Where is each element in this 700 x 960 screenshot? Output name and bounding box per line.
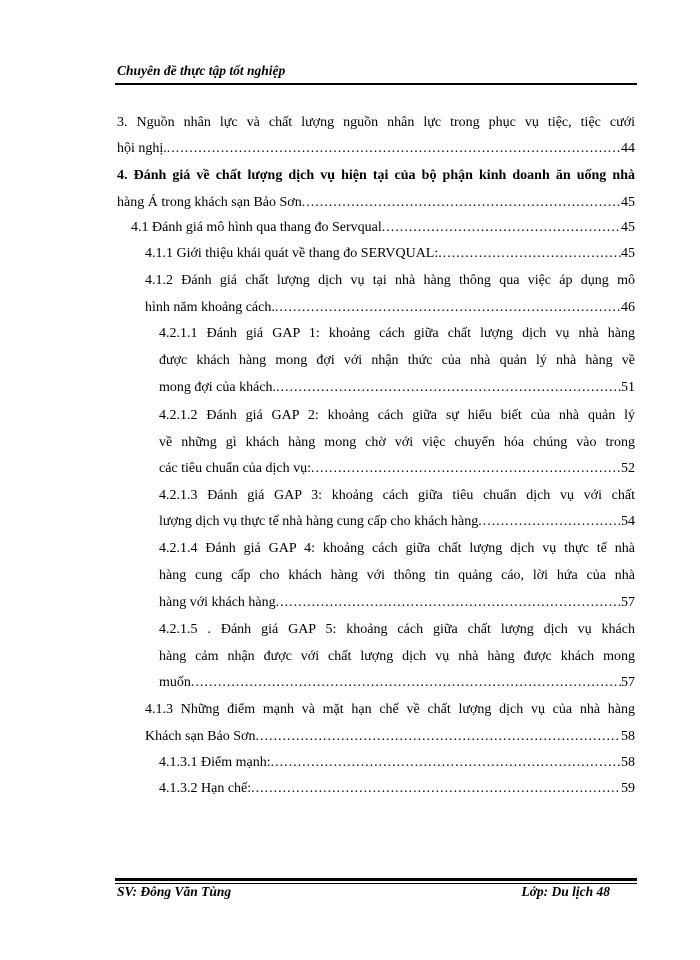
toc-page-number: 45 (621, 195, 635, 210)
toc-entry-4-2-1-5-line-2: hàng cảm nhận được với chất lượng dịch vụ nhà hàng được khách mong (159, 649, 635, 664)
toc-entry-4-2-1-5-line-1: 4.2.1.5 . Đánh giá GAP 5: khoảng cách giữa chất lượng dịch vụ khách (159, 622, 635, 637)
toc-page-number: 44 (621, 141, 635, 156)
toc-entry-4-1-2-line-2: hình năm khoảng cách. ..... 46 (145, 295, 635, 321)
toc-entry-4-2-1-2-line-3: các tiêu chuẩn của dịch vụ: ..... 52 (159, 456, 635, 482)
toc-entry-3-line-2: hội nghị. ..... 44 (117, 136, 635, 162)
toc-page-number: 52 (621, 461, 635, 476)
toc-entry-3-line-1: 3. Nguồn nhân lực và chất lượng nguồn nhân lực trong phục vụ tiệc, tiệc cưới (117, 115, 635, 130)
toc-entry-4-1-3-2: 4.1.3.2 Hạn chế: ..... 59 (159, 776, 635, 802)
toc-page-number: 46 (621, 300, 635, 315)
toc-page-number: 57 (621, 595, 635, 610)
toc-entry-4-1-3-line-1: 4.1.3 Những điểm mạnh và mặt hạn chế về chất lượng dịch vụ của nhà hàng (145, 702, 635, 717)
page-header-title: Chuyên đề thực tập tốt nghiệp (117, 63, 286, 78)
toc-entry-4-1-1: 4.1.1 Giới thiệu khái quát về thang đo SERVQUAL: ..... 45 (145, 241, 635, 267)
header-rule (115, 83, 637, 85)
toc-entry-4-2-1-2-line-2: về những gì khách hàng mong chờ với việc chuyển hóa chúng vào trong (159, 435, 635, 450)
toc-entry-4-1-2-line-1: 4.1.2 Đánh giá chất lượng dịch vụ tại nhà hàng thông qua việc áp dụng mô (145, 273, 635, 288)
toc-entry-4-2-1-1-line-1: 4.2.1.1 Đánh giá GAP 1: khoảng cách giữa chất lượng dịch vụ nhà hàng (159, 326, 635, 341)
toc-entry-4-2-1-1-line-2: được khách hàng mong đợi với nhận thức của nhà quản lý nhà hàng về (159, 353, 635, 368)
toc-entry-4-2-1-2-line-1: 4.2.1.2 Đánh giá GAP 2: khoảng cách giữa sự hiểu biết của nhà quản lý (159, 408, 635, 423)
toc-page-number: 57 (621, 675, 635, 690)
toc-page-number: 58 (621, 755, 635, 770)
toc-entry-4-2-1-3-line-1: 4.2.1.3 Đánh giá GAP 3: khoảng cách giữa tiêu chuẩn dịch vụ với chất (159, 488, 635, 503)
toc-entry-4-1-3-line-2: Khách sạn Bảo Sơn ..... 58 (145, 724, 635, 750)
toc-entry-4-2-1-3-line-2: lượng dịch vụ thực tế nhà hàng cung cấp cho khách hàng ..... 54 (159, 509, 635, 535)
toc-entry-4-2-1-4-line-3: hàng với khách hàng ..... 57 (159, 590, 635, 616)
toc-entry-4-1-3-1: 4.1.3.1 Điểm mạnh: ..... 58 (159, 750, 635, 776)
toc-page-number: 54 (621, 514, 635, 529)
footer-class-name: Lớp: Du lịch 48 (521, 884, 610, 899)
footer-rule-thick (115, 878, 637, 881)
toc-entry-4-2-1-5-line-3: muốn ..... 57 (159, 670, 635, 696)
toc-entry-4-2-1-4-line-2: hàng cung cấp cho khách hàng với thông tin quảng cáo, lời hứa của nhà (159, 568, 635, 583)
toc-page-number: 51 (621, 380, 635, 395)
toc-page-number: 58 (621, 729, 635, 744)
footer-student-name: SV: Đông Văn Tùng (117, 884, 232, 899)
toc-entry-4-line-2: hàng Á trong khách sạn Bảo Sơn ..... 45 (117, 190, 635, 216)
toc-entry-4-2-1-1-line-3: mong đợi của khách. ..... 51 (159, 375, 635, 401)
toc-page-number: 45 (621, 220, 635, 235)
toc-page-number: 45 (621, 246, 635, 261)
toc-page-number: 59 (621, 781, 635, 796)
toc-entry-4-line-1: 4. Đánh giá về chất lượng dịch vụ hiện tại của bộ phận kinh doanh ăn uống nhà (117, 168, 635, 183)
toc-entry-4-2-1-4-line-1: 4.2.1.4 Đánh giá GAP 4: khoảng cách giữa chất lượng dịch vụ thực tế nhà (159, 541, 635, 556)
toc-entry-4-1: 4.1 Đánh giá mô hình qua thang đo Servqual ..... 45 (131, 215, 635, 241)
